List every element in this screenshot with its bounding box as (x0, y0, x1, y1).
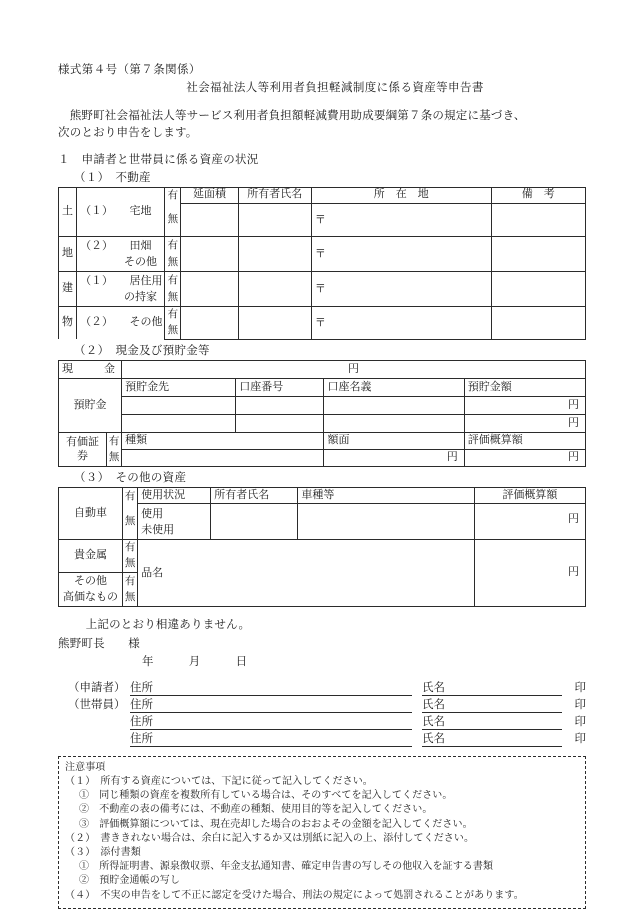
cash-row (59, 360, 586, 378)
cash-yen-unit: 円 (348, 362, 360, 375)
addressee-line: 熊野町長 様 (58, 638, 140, 651)
name-label-1: 氏名 (422, 695, 452, 712)
car-col-valuation: 評価概算額 (474, 488, 585, 504)
signature-row (58, 695, 586, 712)
securities-label: 有価証券 (59, 432, 107, 467)
securities-facevalue-input[interactable] (324, 449, 464, 467)
address-label-3: 住所 (130, 729, 160, 746)
real-estate-no-1[interactable]: 無 (165, 254, 181, 271)
securities-no[interactable]: 無 (107, 449, 122, 467)
notes-line-5: （３） 添付書類 (65, 846, 141, 858)
address-input-3[interactable] (160, 729, 412, 746)
lead-line-1: 熊野町社会福祉法人等サービス利用者負担額軽減費用助成要綱第７条の規定に基づき、 (58, 110, 526, 123)
signature-gap-2 (412, 712, 422, 729)
signature-gap-0 (412, 679, 422, 696)
date-line: 年 月 日 (142, 656, 248, 669)
notes-line-8: （４） 不実の申告をして不正に認定を受けた場合、刑法の規定によって処罰されることがあります。 (65, 889, 524, 901)
deposit-col-bank: 預貯金先 (122, 378, 236, 396)
real-estate-location-input-3[interactable] (311, 306, 491, 339)
car-no[interactable]: 無 (123, 504, 138, 540)
name-label-2: 氏名 (422, 712, 452, 729)
real-estate-location-input-1[interactable] (311, 237, 491, 272)
name-label-3: 氏名 (422, 729, 452, 746)
other-valuables-yes[interactable]: 有 (123, 572, 138, 589)
seal-mark-3: 印 (574, 733, 586, 746)
securities-col-valuation: 評価概算額 (464, 432, 585, 449)
deposit-account-name-input-0[interactable] (324, 396, 464, 414)
other-assets-table (58, 487, 586, 606)
signature-gap-1 (412, 695, 422, 712)
securities-valuation-yen-unit: 円 (568, 451, 579, 464)
notes-line-0: （１） 所有する資産については、下記に従って記入してください。 (65, 776, 373, 788)
real-estate-area-input-2[interactable] (181, 272, 238, 307)
seal-mark-2: 印 (574, 716, 586, 729)
other-yen-unit: 円 (568, 566, 579, 578)
deposit-bank-input-1[interactable] (122, 414, 236, 432)
table-row (59, 237, 586, 254)
address-input-0[interactable] (160, 679, 412, 696)
securities-col-facevalue: 額面 (324, 432, 464, 449)
postal-mark-icon: 〒 (314, 248, 326, 261)
postal-mark-icon: 〒 (314, 214, 326, 227)
car-label: 自動車 (59, 488, 123, 540)
car-usage-unused[interactable]: 未使用 (141, 523, 175, 536)
real-estate-row-label-2-line2: の持家 (80, 291, 158, 303)
signature-row (58, 729, 586, 746)
real-estate-group-label-3: 物 (59, 306, 77, 339)
securities-type-input[interactable] (122, 449, 324, 467)
signature-table (58, 679, 586, 747)
seal-mark-0: 印 (574, 682, 586, 695)
notes-line-7: ② 預貯金通帳の写し (79, 875, 180, 887)
table-row (59, 272, 586, 289)
notes-title: 注意事項 (65, 761, 106, 773)
table-row (59, 414, 586, 432)
deposit-label: 預貯金 (59, 378, 122, 432)
subsection-2-heading: （２） 現金及び預貯金等 (74, 344, 210, 357)
real-estate-remarks-input-0[interactable] (491, 203, 585, 237)
table-row (59, 504, 586, 540)
real-estate-row-label-1-line1: （２） 田畑 (80, 240, 152, 253)
signature-row (58, 679, 586, 696)
real-estate-area-input-1[interactable] (181, 237, 238, 272)
notes-line-3: ③ 評価概算額については、現在売却した場合のおおよその金額を記入してください。 (79, 818, 473, 830)
car-owner-input[interactable] (211, 504, 298, 540)
deposit-account-name-input-1[interactable] (324, 414, 464, 432)
real-estate-yes-2[interactable]: 有 (165, 272, 181, 289)
real-estate-row-label-0-line1: （１） 宅地 (80, 204, 152, 217)
real-estate-group-label-0: 土 (59, 187, 77, 237)
deposit-bank-input-0[interactable] (122, 396, 236, 414)
seal-mark-1: 印 (574, 699, 586, 712)
real-estate-col-location: 所 在 地 (311, 187, 491, 203)
other-valuables-label-line2: 高価なもの (63, 590, 119, 603)
car-col-owner: 所有者氏名 (211, 488, 298, 504)
real-estate-yes-1[interactable]: 有 (165, 237, 181, 254)
real-estate-row-label-1-line2: その他 (80, 256, 158, 269)
real-estate-owner-input-1[interactable] (238, 237, 311, 272)
deposit-col-account-no: 口座番号 (236, 378, 324, 396)
document-body (58, 62, 586, 909)
real-estate-row-label-1 (77, 237, 165, 272)
securities-col-type: 種類 (122, 432, 324, 449)
subsection-3-heading: （３） その他の資産 (74, 472, 187, 485)
table-row (59, 306, 586, 323)
real-estate-row-label-3-line1: （２） その他 (80, 316, 163, 329)
signature-block (58, 617, 586, 747)
postal-mark-icon: 〒 (314, 283, 326, 296)
car-type-input[interactable] (298, 504, 474, 540)
real-estate-remarks-input-3[interactable] (491, 306, 585, 339)
securities-facevalue-yen-unit: 円 (446, 451, 458, 464)
securities-yes[interactable]: 有 (107, 432, 122, 449)
notes-line-6: ① 所得証明書、源泉徴収票、年金支払通知書、確定申告書の写しその他収入を証する書類 (79, 861, 494, 873)
other-valuables-label (59, 572, 123, 606)
form-number: 様式第４号（第７条関係） (58, 64, 201, 76)
signature-role-1: （世帯員） (68, 699, 126, 712)
other-valuables-label-line1: その他 (74, 574, 108, 587)
address-input-1[interactable] (160, 695, 412, 712)
table-row (59, 396, 586, 414)
other-valuation-input[interactable] (474, 539, 585, 606)
address-label-2: 住所 (130, 712, 160, 729)
real-estate-owner-input-0[interactable] (238, 203, 311, 237)
metal-label: 貴金属 (59, 539, 123, 572)
metal-no[interactable]: 無 (123, 556, 138, 573)
notes-line-2: ② 不動産の表の備考には、不動産の種類、使用目的等を記入してください。 (79, 804, 433, 816)
securities-header-row (59, 432, 586, 449)
deposit-col-amount: 預貯金額 (464, 378, 585, 396)
car-yes[interactable]: 有 (123, 488, 138, 504)
real-estate-remarks-input-2[interactable] (491, 272, 585, 307)
deposit-account-no-input-0[interactable] (236, 396, 324, 414)
deposit-account-no-input-1[interactable] (236, 414, 324, 432)
real-estate-owner-input-3[interactable] (238, 306, 311, 339)
item-name-header: 品名 (141, 566, 164, 579)
document-title: 社会福祉法人等利用者負担軽減制度に係る資産等申告書 (186, 81, 484, 94)
name-input-1[interactable] (452, 695, 562, 712)
car-header-row (59, 488, 586, 504)
metal-yes[interactable]: 有 (123, 539, 138, 556)
name-input-3[interactable] (452, 729, 562, 746)
real-estate-no-3[interactable]: 無 (165, 323, 181, 340)
deposit-amount-input-1[interactable] (464, 414, 585, 432)
real-estate-area-input-3[interactable] (181, 306, 238, 339)
real-estate-row-label-3 (77, 306, 165, 339)
notes-line-4: （２） 書ききれない場合は、余白に記入するか又は別紙に記入の上、添付してください。 (65, 832, 475, 844)
other-valuables-no[interactable]: 無 (123, 589, 138, 606)
cash-amount-input[interactable] (122, 360, 586, 378)
deposit-yen-unit-1: 円 (568, 416, 579, 429)
car-col-type: 車種等 (298, 488, 474, 504)
real-estate-row-label-2-line1: （１） 居住用 (80, 275, 163, 288)
car-valuation-input[interactable] (474, 504, 585, 540)
car-col-usage: 使用状況 (138, 488, 211, 504)
name-input-2[interactable] (452, 712, 562, 729)
signature-role-0: （申請者） (68, 682, 126, 695)
notes-line-1: ① 同じ種類の資産を複数所有している場合は、そのすべてを記入してください。 (79, 790, 453, 802)
real-estate-owner-input-2[interactable] (238, 272, 311, 307)
signature-role-2 (58, 712, 130, 729)
signature-row (58, 712, 586, 729)
real-estate-group-label-1: 地 (59, 237, 77, 272)
notes-box (58, 756, 586, 909)
signature-role-3 (58, 729, 130, 746)
item-name-input[interactable] (138, 539, 475, 606)
section-1-heading: １ 申請者と世帯員に係る資産の状況 (58, 153, 259, 166)
table-row (59, 449, 586, 467)
real-estate-location-input-0[interactable] (311, 203, 491, 237)
real-estate-remarks-input-1[interactable] (491, 237, 585, 272)
real-estate-no-2[interactable]: 無 (165, 289, 181, 306)
deposit-amount-input-0[interactable] (464, 396, 585, 414)
signature-gap-3 (412, 729, 422, 746)
metal-row (59, 539, 586, 556)
deposit-col-account-name: 口座名義 (324, 378, 464, 396)
deposit-yen-unit-0: 円 (568, 398, 579, 411)
address-input-2[interactable] (160, 712, 412, 729)
real-estate-area-input-0[interactable] (181, 203, 238, 237)
lead-paragraph (58, 108, 586, 141)
real-estate-header-row (59, 187, 586, 203)
subsection-1-heading: （１） 不動産 (74, 171, 151, 184)
car-usage-options[interactable] (138, 504, 211, 540)
address-label-1: 住所 (130, 695, 160, 712)
cash-deposits-table (58, 360, 586, 468)
address-label-0: 住所 (130, 679, 160, 696)
real-estate-col-remarks: 備 考 (491, 187, 585, 203)
lead-line-2: 次のとおり申告をします。 (58, 127, 198, 140)
postal-mark-icon: 〒 (314, 317, 326, 330)
deposit-header-row (59, 378, 586, 396)
real-estate-row-label-0 (77, 187, 165, 237)
real-estate-yes-0[interactable]: 有 (165, 187, 181, 203)
securities-valuation-input[interactable] (464, 449, 585, 467)
real-estate-group-label-2: 建 (59, 272, 77, 307)
real-estate-location-input-2[interactable] (311, 272, 491, 307)
real-estate-table (58, 187, 586, 340)
name-label-0: 氏名 (422, 679, 452, 696)
name-input-0[interactable] (452, 679, 562, 696)
real-estate-col-area: 延面積 (181, 187, 238, 203)
real-estate-col-owner: 所有者氏名 (238, 187, 311, 203)
real-estate-no-0[interactable]: 無 (165, 203, 181, 237)
affirmation-text: 上記のとおり相違ありません。 (74, 618, 251, 631)
real-estate-row-label-2 (77, 272, 165, 307)
car-usage-used[interactable]: 使用 (141, 507, 164, 520)
car-yen-unit: 円 (568, 513, 579, 526)
cash-label: 現 金 (59, 360, 122, 378)
real-estate-yes-3[interactable]: 有 (165, 306, 181, 323)
